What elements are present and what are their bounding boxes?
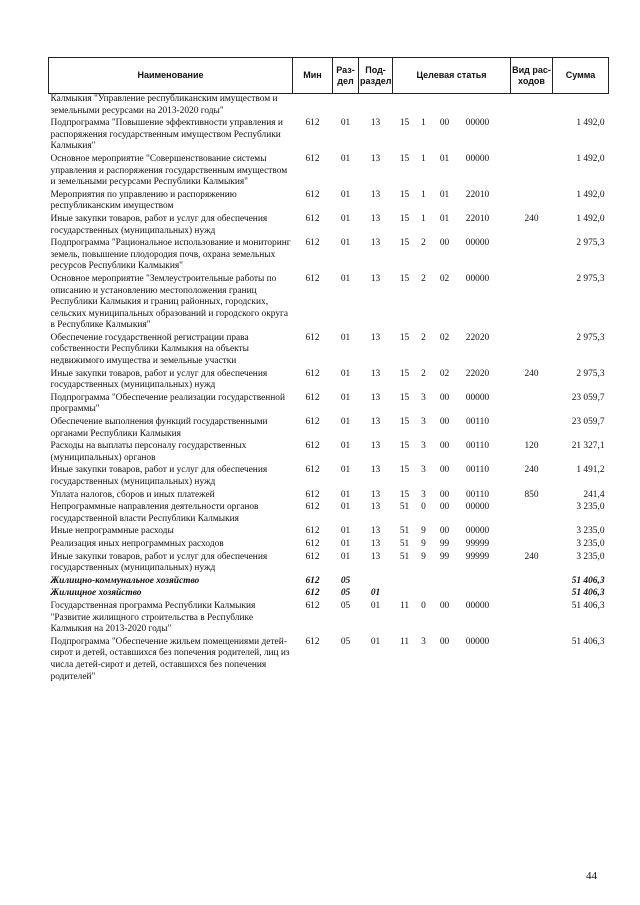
- row-name-cell: Подпрограмма "Повышение эффективности управления и распоряжения государственным имуществом Республики Калмыкия": [50, 118, 283, 152]
- row-razdel-cell: 05: [340, 575, 351, 586]
- row-min-cell: [293, 94, 333, 118]
- header-min: Мин: [293, 58, 333, 94]
- header-podrazdel: Под-раздел: [359, 58, 393, 94]
- row-min-cell: 612: [305, 332, 320, 343]
- target-part-2: 3: [421, 417, 426, 428]
- row-min-cell: 612: [305, 538, 320, 549]
- target-part-4: 22010: [465, 213, 490, 224]
- table-row: [49, 525, 609, 538]
- target-part-4: 00110: [465, 441, 490, 452]
- row-name-cell: Подпрограмма "Обеспечение жильем помещениями детей-сирот и детей, оставшихся без попечения родителей, лиц из числа детей-сирот и детей, оставшихся без попечения родителей": [50, 636, 290, 682]
- table-row: [49, 117, 609, 153]
- target-part-4: 99999: [465, 538, 490, 549]
- target-part-4: 00000: [465, 502, 490, 513]
- row-min-cell: 612: [305, 417, 320, 428]
- target-part-4: 00000: [465, 153, 490, 164]
- table-row: [49, 237, 609, 273]
- target-part-4: 22010: [465, 189, 490, 200]
- row-name-cell: Подпрограмма "Обеспечение реализации государственной программы": [50, 392, 285, 415]
- row-name-cell: Иные закупки товаров, работ и услуг для обеспечения государственных (муниципальных) нужд: [50, 213, 268, 236]
- target-part-3: 99: [439, 551, 450, 562]
- target-part-3: 02: [439, 332, 450, 343]
- target-part-2: 2: [421, 238, 426, 249]
- row-vid-cell: [511, 273, 553, 332]
- budget-table: [48, 57, 609, 683]
- row-name-cell: Реализация иных непрограммных расходов: [50, 538, 224, 549]
- target-part-4: 00000: [465, 392, 490, 403]
- target-part-2: 9: [421, 526, 426, 537]
- row-sum-cell: 51 406,3: [571, 600, 605, 611]
- row-min-cell: 612: [305, 238, 320, 249]
- row-podrazdel-cell: 13: [370, 502, 381, 513]
- row-target-cell: [393, 237, 511, 273]
- row-sum-cell: 3 235,0: [576, 502, 605, 513]
- table-row: [49, 332, 609, 368]
- row-target-cell: [393, 368, 511, 392]
- row-podrazdel-cell: 13: [370, 332, 381, 343]
- row-vid-cell: [511, 332, 553, 368]
- target-part-1: 15: [399, 441, 410, 452]
- row-target-cell: [393, 213, 511, 237]
- target-part-3: 00: [439, 502, 450, 513]
- row-vid-cell: [511, 525, 553, 538]
- row-razdel-cell: 01: [340, 213, 351, 224]
- row-razdel-cell: 01: [340, 441, 351, 452]
- target-part-4: 00110: [465, 489, 490, 500]
- target-part-3: 00: [439, 636, 450, 647]
- row-min-cell: 612: [305, 465, 320, 476]
- table-row: [49, 213, 609, 237]
- row-min-cell: 612: [305, 600, 320, 611]
- row-razdel-cell: 01: [340, 332, 351, 343]
- row-target-cell: [393, 600, 511, 636]
- table-header: [49, 58, 609, 94]
- page-number: 44: [586, 870, 597, 882]
- row-vid-cell: [511, 392, 553, 416]
- row-target-cell: [393, 273, 511, 332]
- row-target-cell: [393, 538, 511, 551]
- target-part-1: 51: [399, 502, 410, 513]
- target-part-3: 00: [439, 118, 450, 129]
- row-podrazdel-cell: 13: [370, 118, 381, 129]
- row-podrazdel-cell: 13: [370, 526, 381, 537]
- target-part-3: 00: [439, 392, 450, 403]
- row-podrazdel-cell: 01: [370, 636, 381, 647]
- table-row: [49, 575, 609, 588]
- target-part-2: 3: [421, 441, 426, 452]
- target-part-2: 9: [421, 551, 426, 562]
- row-min-cell: 612: [305, 153, 320, 164]
- target-part-3: 00: [439, 526, 450, 537]
- row-sum-cell: 51 406,3: [571, 636, 605, 647]
- row-sum-cell: 23 059,7: [571, 392, 605, 403]
- target-part-2: 1: [421, 213, 426, 224]
- row-razdel-cell: 01: [340, 118, 351, 129]
- header-target: Целевая статья: [393, 58, 511, 94]
- row-podrazdel-cell: 13: [370, 551, 381, 562]
- row-target-cell: [393, 153, 511, 189]
- row-vid-cell: 240: [524, 465, 539, 476]
- row-podrazdel-cell: 13: [370, 465, 381, 476]
- row-razdel-cell: 05: [340, 588, 351, 599]
- target-part-1: 15: [399, 392, 410, 403]
- row-min-cell: 612: [305, 273, 320, 284]
- row-min-cell: 612: [305, 213, 320, 224]
- row-vid-cell: [511, 600, 553, 636]
- table-row: [49, 636, 609, 683]
- row-razdel-cell: 01: [340, 417, 351, 428]
- target-part-1: 15: [399, 189, 410, 200]
- row-vid-cell: [511, 636, 553, 683]
- target-part-1: 15: [399, 489, 410, 500]
- target-part-2: 0: [421, 502, 426, 513]
- row-sum-cell: [553, 94, 609, 118]
- row-vid-cell: [511, 587, 553, 600]
- target-part-4: 00000: [465, 636, 490, 647]
- row-min-cell: 612: [305, 636, 320, 647]
- target-part-4: 99999: [465, 551, 490, 562]
- row-min-cell: 612: [305, 489, 320, 500]
- target-part-1: 15: [399, 368, 410, 379]
- table-row: [49, 416, 609, 440]
- row-vid-cell: [511, 117, 553, 153]
- row-min-cell: 612: [305, 368, 320, 379]
- row-target-cell: [393, 587, 511, 600]
- target-part-2: 1: [421, 153, 426, 164]
- row-target-cell: [393, 332, 511, 368]
- target-part-1: 15: [399, 118, 410, 129]
- row-name-cell: Обеспечение выполнения функций государственными органами Республики Калмыкия: [50, 417, 268, 439]
- row-razdel-cell: 01: [340, 392, 351, 403]
- target-part-3: 01: [439, 153, 450, 164]
- row-sum-cell: 51 406,3: [571, 575, 605, 586]
- table-row: [49, 489, 609, 502]
- row-podrazdel-cell: 01: [370, 600, 381, 611]
- table-row: [49, 94, 609, 118]
- row-sum-cell: 1 492,0: [576, 153, 605, 164]
- target-part-1: 15: [399, 332, 410, 343]
- row-min-cell: 612: [305, 502, 320, 513]
- row-target-cell: [393, 501, 511, 525]
- row-vid-cell: 850: [524, 489, 539, 500]
- target-part-3: 02: [439, 368, 450, 379]
- row-target-cell: [393, 392, 511, 416]
- row-name-cell: Уплата налогов, сборов и иных платежей: [50, 489, 215, 500]
- target-part-1: 15: [399, 213, 410, 224]
- table-row: [49, 392, 609, 416]
- table-row: [49, 189, 609, 213]
- row-razdel-cell: [333, 94, 359, 118]
- table-row: [49, 464, 609, 488]
- target-part-1: 51: [399, 538, 410, 549]
- row-podrazdel-cell: 01: [370, 588, 381, 599]
- row-podrazdel-cell: 13: [370, 153, 381, 164]
- target-part-2: 2: [421, 273, 426, 284]
- row-podrazdel-cell: [359, 575, 393, 588]
- row-target-cell: [393, 117, 511, 153]
- row-min-cell: 612: [305, 575, 320, 586]
- row-name-cell: Непрограммные направления деятельности органов государственной власти Республики Калмыкия: [50, 502, 259, 524]
- row-target-cell: [393, 440, 511, 464]
- target-part-1: 15: [399, 465, 410, 476]
- row-target-cell: [393, 464, 511, 488]
- target-part-3: 00: [439, 489, 450, 500]
- table-row: [49, 273, 609, 332]
- row-name-cell: Расходы на выплаты персоналу государственных (муниципальных) органов: [50, 441, 247, 463]
- row-sum-cell: 3 235,0: [576, 551, 605, 562]
- row-min-cell: 612: [305, 392, 320, 403]
- target-part-3: 00: [439, 600, 450, 611]
- target-part-3: 01: [439, 189, 450, 200]
- row-min-cell: 612: [305, 526, 320, 537]
- row-target-cell: [393, 636, 511, 683]
- row-target-cell: [393, 489, 511, 502]
- row-name-cell: Обеспечение государственной регистрации права собственности Республики Калмыкия на объекты недвижимого имущества и земельные участки: [50, 332, 249, 367]
- budget-table-page: [48, 57, 608, 683]
- row-razdel-cell: 01: [340, 153, 351, 164]
- table-row: [49, 587, 609, 600]
- row-min-cell: 612: [305, 551, 320, 562]
- row-name-cell: Жилищно-коммунальное хозяйство: [50, 575, 200, 586]
- row-sum-cell: 21 327,1: [571, 441, 605, 452]
- target-part-1: 11: [399, 636, 410, 647]
- row-podrazdel-cell: 13: [370, 538, 381, 549]
- row-name-cell: Иные закупки товаров, работ и услуг для обеспечения государственных (муниципальных) нужд: [50, 368, 268, 391]
- target-part-1: 15: [399, 153, 410, 164]
- target-part-3: 00: [439, 417, 450, 428]
- row-sum-cell: 1 492,0: [576, 189, 605, 200]
- row-min-cell: 612: [305, 189, 320, 200]
- row-target-cell: [393, 525, 511, 538]
- row-target-cell: [393, 94, 511, 118]
- row-razdel-cell: 01: [340, 489, 351, 500]
- row-vid-cell: 240: [524, 551, 539, 562]
- row-name-cell: Иные закупки товаров, работ и услуг для обеспечения государственных (муниципальных) нужд: [50, 551, 268, 574]
- row-podrazdel-cell: 13: [370, 417, 381, 428]
- row-razdel-cell: 01: [340, 551, 351, 562]
- row-min-cell: 612: [305, 441, 320, 452]
- row-vid-cell: [511, 538, 553, 551]
- row-podrazdel-cell: 13: [370, 489, 381, 500]
- target-part-2: 2: [421, 368, 426, 379]
- table-body: [49, 94, 609, 684]
- row-razdel-cell: 01: [340, 526, 351, 537]
- row-vid-cell: 240: [524, 213, 539, 224]
- row-podrazdel-cell: [359, 94, 393, 118]
- row-sum-cell: 2 975,3: [576, 332, 605, 343]
- row-sum-cell: 51 406,3: [571, 588, 605, 599]
- target-part-2: 0: [421, 600, 426, 611]
- row-name-cell: Государственная программа Республики Калмыкия "Развитие жилищного строительства в Республике Калмыкия на 2013-2020 годы": [50, 600, 256, 635]
- row-name-cell: Основное мероприятие "Землеустроительные работы по описанию и установлению местоположения границ Республики Калмыкия и границ районных, городских, сельских муниципальных образований и городского округа в Республике Калмыкия": [50, 273, 289, 331]
- row-razdel-cell: 05: [340, 600, 351, 611]
- header-vid: Вид рас-ходов: [511, 58, 553, 94]
- row-name-cell: Подпрограмма "Рациональное использование и мониторинг земель, повышение плодородия почв, охрана земельных ресурсов Республики Калмыкия": [50, 238, 291, 272]
- row-razdel-cell: 01: [340, 368, 351, 379]
- target-part-4: 00110: [465, 465, 490, 476]
- target-part-2: 9: [421, 538, 426, 549]
- target-part-1: 15: [399, 273, 410, 284]
- target-part-4: 22020: [465, 368, 490, 379]
- row-razdel-cell: 05: [340, 636, 351, 647]
- row-razdel-cell: 01: [340, 273, 351, 284]
- target-part-4: 00000: [465, 600, 490, 611]
- row-podrazdel-cell: 13: [370, 368, 381, 379]
- row-name-cell: Иные непрограммные расходы: [50, 526, 174, 537]
- row-sum-cell: 241,4: [583, 489, 605, 500]
- row-sum-cell: 3 235,0: [576, 538, 605, 549]
- target-part-1: 11: [399, 600, 410, 611]
- target-part-2: 3: [421, 465, 426, 476]
- row-name-cell: Основное мероприятие "Совершенствование системы управления и распоряжения государственным имуществом и земельными ресурсами Республики Калмыкия": [50, 153, 288, 188]
- row-razdel-cell: 01: [340, 465, 351, 476]
- row-vid-cell: 240: [524, 368, 539, 379]
- row-target-cell: [393, 189, 511, 213]
- target-part-3: 02: [439, 273, 450, 284]
- target-part-2: 3: [421, 489, 426, 500]
- row-vid-cell: 120: [524, 441, 539, 452]
- target-part-2: 3: [421, 392, 426, 403]
- target-part-3: 01: [439, 213, 450, 224]
- target-part-4: 00000: [465, 526, 490, 537]
- row-target-cell: [393, 575, 511, 588]
- table-row: [49, 538, 609, 551]
- row-target-cell: [393, 551, 511, 575]
- header-name: Наименование: [49, 58, 293, 94]
- target-part-1: 15: [399, 417, 410, 428]
- row-razdel-cell: 01: [340, 238, 351, 249]
- row-sum-cell: 2 975,3: [576, 273, 605, 284]
- row-vid-cell: [511, 416, 553, 440]
- row-sum-cell: 2 975,3: [576, 238, 605, 249]
- table-row: [49, 368, 609, 392]
- row-razdel-cell: 01: [340, 538, 351, 549]
- row-razdel-cell: 01: [340, 189, 351, 200]
- target-part-4: 00000: [465, 273, 490, 284]
- target-part-4: 00000: [465, 238, 490, 249]
- row-name-cell: Мероприятия по управлению и распоряжению республиканским имуществом: [50, 189, 237, 212]
- table-row: [49, 440, 609, 464]
- row-vid-cell: [511, 501, 553, 525]
- target-part-3: 00: [439, 238, 450, 249]
- target-part-2: 1: [421, 118, 426, 129]
- target-part-2: 3: [421, 636, 426, 647]
- header-summa: Сумма: [553, 58, 609, 94]
- row-vid-cell: [511, 575, 553, 588]
- row-name-cell: Жилищное хозяйство: [50, 588, 142, 599]
- row-name-cell: Калмыкия "Управление республиканским имуществом и земельными ресурсами на 2013-2020 годы": [50, 94, 278, 116]
- target-part-4: 00000: [465, 118, 490, 129]
- table-row: [49, 501, 609, 525]
- target-part-1: 15: [399, 238, 410, 249]
- row-podrazdel-cell: 13: [370, 213, 381, 224]
- target-part-4: 22020: [465, 332, 490, 343]
- row-podrazdel-cell: 13: [370, 392, 381, 403]
- row-podrazdel-cell: 13: [370, 238, 381, 249]
- row-razdel-cell: 01: [340, 502, 351, 513]
- target-part-1: 51: [399, 526, 410, 537]
- row-vid-cell: [511, 153, 553, 189]
- row-sum-cell: 1 492,0: [576, 213, 605, 224]
- row-vid-cell: [511, 94, 553, 118]
- header-razdel: Раз-дел: [333, 58, 359, 94]
- table-row: [49, 600, 609, 636]
- row-name-cell: Иные закупки товаров, работ и услуг для обеспечения государственных (муниципальных) нужд: [50, 465, 268, 487]
- target-part-1: 51: [399, 551, 410, 562]
- row-podrazdel-cell: 13: [370, 441, 381, 452]
- target-part-3: 00: [439, 441, 450, 452]
- target-part-3: 99: [439, 538, 450, 549]
- row-sum-cell: 3 235,0: [576, 526, 605, 537]
- row-podrazdel-cell: 13: [370, 273, 381, 284]
- table-row: [49, 153, 609, 189]
- row-sum-cell: 1 492,0: [576, 118, 605, 129]
- row-sum-cell: 1 491,2: [576, 465, 605, 476]
- row-sum-cell: 23 059,7: [571, 417, 605, 428]
- row-vid-cell: [511, 237, 553, 273]
- target-part-2: 1: [421, 189, 426, 200]
- table-row: [49, 551, 609, 575]
- row-min-cell: 612: [305, 118, 320, 129]
- row-min-cell: 612: [305, 588, 320, 599]
- target-part-3: 00: [439, 465, 450, 476]
- target-part-4: 00110: [465, 417, 490, 428]
- row-target-cell: [393, 416, 511, 440]
- row-podrazdel-cell: 13: [370, 189, 381, 200]
- row-vid-cell: [511, 189, 553, 213]
- target-part-2: 2: [421, 332, 426, 343]
- row-sum-cell: 2 975,3: [576, 368, 605, 379]
